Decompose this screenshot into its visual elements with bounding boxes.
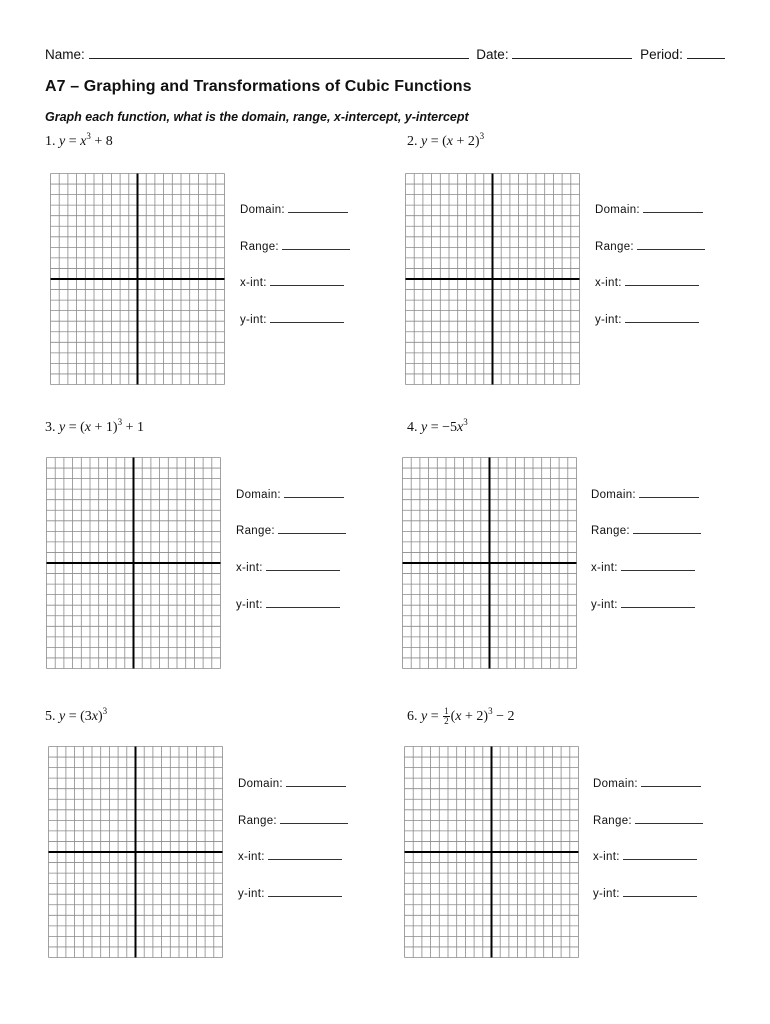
xint-field-1 bbox=[240, 275, 344, 289]
instructions: Graph each function, what is the domain, range, x-intercept, y-intercept bbox=[45, 110, 469, 124]
student-info-row bbox=[45, 46, 725, 62]
yint-label: y-int: bbox=[236, 599, 263, 611]
range-blank[interactable] bbox=[282, 239, 350, 250]
xint-label: x-int: bbox=[236, 562, 263, 574]
xint-blank[interactable] bbox=[623, 849, 697, 860]
yint-label: y-int: bbox=[238, 888, 265, 900]
range-label: Range: bbox=[593, 815, 632, 827]
range-field-5 bbox=[238, 813, 348, 827]
problem-4-equation: y bbox=[421, 420, 428, 435]
problem-3-equation: y bbox=[59, 420, 66, 435]
date-blank[interactable] bbox=[512, 46, 632, 59]
problem-3-number: 3. bbox=[45, 420, 56, 435]
domain-field-3 bbox=[236, 487, 344, 501]
period-blank[interactable] bbox=[687, 46, 725, 59]
range-field-3 bbox=[236, 523, 346, 537]
xint-field-2 bbox=[595, 275, 699, 289]
range-field-2 bbox=[595, 239, 705, 253]
domain-blank[interactable] bbox=[641, 776, 701, 787]
problem-6-equation: y bbox=[421, 709, 428, 724]
xint-blank[interactable] bbox=[266, 560, 340, 571]
domain-label: Domain: bbox=[593, 778, 638, 790]
yint-label: y-int: bbox=[591, 599, 618, 611]
domain-blank[interactable] bbox=[639, 487, 699, 498]
xint-blank[interactable] bbox=[625, 275, 699, 286]
domain-label: Domain: bbox=[236, 489, 281, 501]
range-blank[interactable] bbox=[633, 523, 701, 534]
xint-field-4 bbox=[591, 560, 695, 574]
yint-label: y-int: bbox=[240, 314, 267, 326]
graph-grid-2[interactable] bbox=[405, 173, 580, 385]
xint-label: x-int: bbox=[595, 277, 622, 289]
problem-2-number: 2. bbox=[407, 134, 418, 149]
yint-field-3 bbox=[236, 597, 340, 611]
range-field-1 bbox=[240, 239, 350, 253]
problem-3-label: 3. $y = (x + 1)^3 + 1$ bbox=[45, 417, 144, 435]
problem-6-number: 6. bbox=[407, 709, 418, 724]
yint-blank[interactable] bbox=[266, 597, 340, 608]
xint-label: x-int: bbox=[240, 277, 267, 289]
xint-label: x-int: bbox=[593, 851, 620, 863]
range-label: Range: bbox=[236, 525, 275, 537]
problem-1-label: 1. $y = x^3 + 8$ bbox=[45, 131, 113, 149]
problem-1-equation: y bbox=[59, 134, 66, 149]
range-field-4 bbox=[591, 523, 701, 537]
xint-label: x-int: bbox=[238, 851, 265, 863]
range-label: Range: bbox=[240, 241, 279, 253]
domain-label: Domain: bbox=[240, 204, 285, 216]
range-blank[interactable] bbox=[278, 523, 346, 534]
yint-field-4 bbox=[591, 597, 695, 611]
date-label: Date: bbox=[476, 47, 509, 62]
problem-5-equation: y bbox=[59, 709, 66, 724]
range-blank[interactable] bbox=[635, 813, 703, 824]
yint-blank[interactable] bbox=[268, 886, 342, 897]
domain-field-6 bbox=[593, 776, 701, 790]
xint-field-6 bbox=[593, 849, 697, 863]
name-blank[interactable] bbox=[89, 46, 469, 59]
domain-field-5 bbox=[238, 776, 346, 790]
domain-field-4 bbox=[591, 487, 699, 501]
range-label: Range: bbox=[238, 815, 277, 827]
yint-blank[interactable] bbox=[623, 886, 697, 897]
domain-blank[interactable] bbox=[643, 202, 703, 213]
xint-label: x-int: bbox=[591, 562, 618, 574]
graph-grid-6[interactable] bbox=[404, 746, 579, 958]
range-field-6 bbox=[593, 813, 703, 827]
yint-field-6 bbox=[593, 886, 697, 900]
name-label: Name: bbox=[45, 47, 85, 62]
graph-grid-1[interactable] bbox=[50, 173, 225, 385]
domain-label: Domain: bbox=[595, 204, 640, 216]
yint-blank[interactable] bbox=[270, 312, 344, 323]
graph-grid-4[interactable] bbox=[402, 457, 577, 669]
problem-6-label: 6. y = $\frac{1}{2}$ $(x + 2)^3 - 2$ bbox=[407, 706, 515, 726]
yint-blank[interactable] bbox=[621, 597, 695, 608]
problem-1-number: 1. bbox=[45, 134, 56, 149]
range-label: Range: bbox=[595, 241, 634, 253]
range-blank[interactable] bbox=[280, 813, 348, 824]
range-label: Range: bbox=[591, 525, 630, 537]
problem-2-equation: y bbox=[421, 134, 428, 149]
domain-field-1 bbox=[240, 202, 348, 216]
xint-blank[interactable] bbox=[621, 560, 695, 571]
problem-4-label: 4. $y = -5x^3$ bbox=[407, 417, 468, 435]
xint-field-5 bbox=[238, 849, 342, 863]
yint-label: y-int: bbox=[595, 314, 622, 326]
xint-blank[interactable] bbox=[270, 275, 344, 286]
problem-5-label: 5. $y = (3x)^3$ bbox=[45, 706, 108, 724]
domain-label: Domain: bbox=[238, 778, 283, 790]
yint-field-2 bbox=[595, 312, 699, 326]
domain-blank[interactable] bbox=[288, 202, 348, 213]
xint-field-3 bbox=[236, 560, 340, 574]
domain-field-2 bbox=[595, 202, 703, 216]
problem-2-label: 2. $y = (x + 2)^3$ bbox=[407, 131, 485, 149]
domain-label: Domain: bbox=[591, 489, 636, 501]
problem-5-number: 5. bbox=[45, 709, 56, 724]
worksheet-title: A7 – Graphing and Transformations of Cubic Functions bbox=[45, 78, 472, 95]
problem-4-number: 4. bbox=[407, 420, 418, 435]
one-half-fraction: $\frac{1}{2}$ bbox=[444, 706, 449, 726]
period-label: Period: bbox=[640, 47, 683, 62]
yint-label: y-int: bbox=[593, 888, 620, 900]
range-blank[interactable] bbox=[637, 239, 705, 250]
xint-blank[interactable] bbox=[268, 849, 342, 860]
yint-field-1 bbox=[240, 312, 344, 326]
domain-blank[interactable] bbox=[284, 487, 344, 498]
yint-field-5 bbox=[238, 886, 342, 900]
yint-blank[interactable] bbox=[625, 312, 699, 323]
domain-blank[interactable] bbox=[286, 776, 346, 787]
graph-grid-5[interactable] bbox=[48, 746, 223, 958]
graph-grid-3[interactable] bbox=[46, 457, 221, 669]
